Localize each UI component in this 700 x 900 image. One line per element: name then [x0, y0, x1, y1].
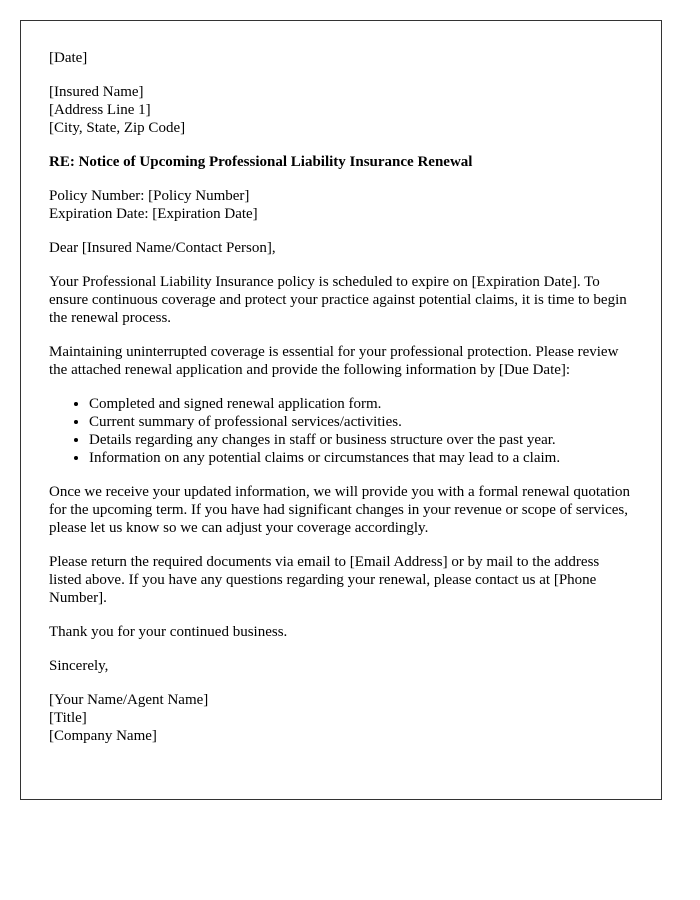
- recipient-address: [49, 83, 633, 137]
- body-paragraph-2: Maintaining uninterrupted coverage is essential for your professional protection. Please review the attached renewal application and provide the following information by [Due Date]:: [49, 344, 619, 378]
- list-item: • Current summary of professional services/activities.: [89, 413, 633, 431]
- signature-block: [49, 691, 633, 745]
- list-item: • Information on any potential claims or circumstances that may lead to a claim.: [89, 449, 633, 467]
- body-paragraph-4: Please return the required documents via email to [Email Address] or by mail to the address listed above. If you have any questions regarding your renewal, please contact us at [Phone Number].: [49, 554, 600, 606]
- letter-page: [20, 20, 662, 800]
- recipient-city-state-zip: [City, State, Zip Code]: [49, 120, 186, 136]
- date-block: [49, 49, 633, 67]
- subject-text: RE: Notice of Upcoming Professional Liability Insurance Renewal: [49, 154, 473, 170]
- salutation: Dear [Insured Name/Contact Person],: [49, 240, 276, 256]
- recipient-address-line1: [Address Line 1]: [49, 102, 151, 118]
- subject-line: [49, 153, 633, 171]
- body-paragraph-3: Once we receive your updated information, we will provide you with a formal renewal quotation for the upcoming term. If you have had significant changes in your revenue or scope of services, please let us know so we can adjust your coverage accordingly.: [49, 484, 631, 536]
- body-paragraph-1: Your Professional Liability Insurance policy is scheduled to expire on [Expiration Date]. To ensure continuous coverage and protect your practice against potential claims, it is time to begin the renewal process.: [49, 274, 627, 326]
- policy-expiration: Expiration Date: [Expiration Date]: [49, 206, 258, 222]
- signature-company: [Company Name]: [49, 728, 157, 744]
- thank-you-paragraph: Thank you for your continued business.: [49, 624, 288, 640]
- signature-name: [Your Name/Agent Name]: [49, 692, 209, 708]
- list-item: • Completed and signed renewal application form.: [89, 395, 633, 413]
- recipient-name: [Insured Name]: [49, 84, 144, 100]
- requirements-list: [49, 395, 633, 467]
- policy-number: Policy Number: [Policy Number]: [49, 188, 250, 204]
- letter-date: [Date]: [49, 50, 88, 66]
- list-item: • Details regarding any changes in staff or business structure over the past year.: [89, 431, 633, 449]
- policy-details: [49, 187, 633, 223]
- signature-title: [Title]: [49, 710, 87, 726]
- closing: Sincerely,: [49, 658, 109, 674]
